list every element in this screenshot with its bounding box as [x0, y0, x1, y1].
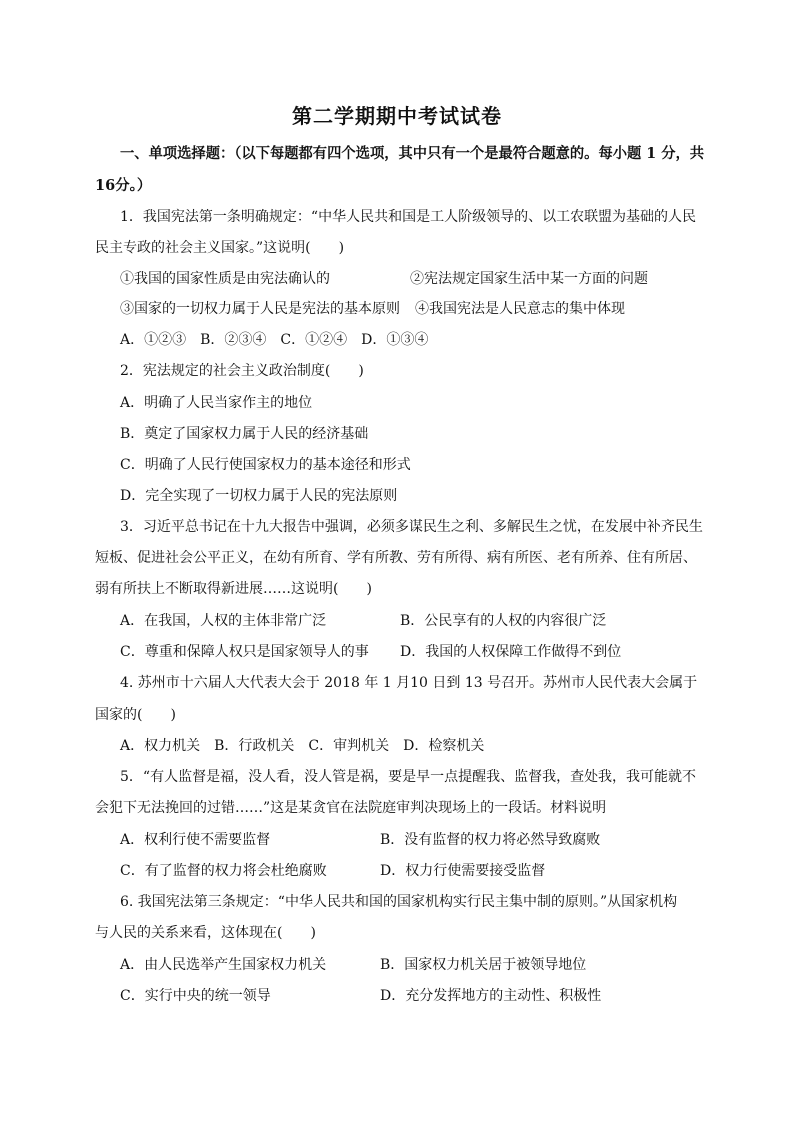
- q1-stem-line1: 1．我国宪法第一条明确规定：“中华人民共和国是工人阶级领导的、以工农联盟为基础的人民: [120, 209, 697, 225]
- q6-option-d: D．充分发挥地方的主动性、积极性: [380, 988, 602, 1004]
- q5-stem-line2: 会犯下无法挽回的过错……”这是某贪官在法院庭审判决现场上的一段话。材料说明: [95, 800, 607, 816]
- exam-title: 第二学期期中考试试卷: [292, 104, 502, 128]
- q1-item-4: ④我国宪法是人民意志的集中体现: [415, 301, 625, 317]
- q2-option-b: B．奠定了国家权力属于人民的经济基础: [120, 426, 369, 442]
- q1-options: A．①②③ B．②③④ C．①②④ D．①③④: [120, 332, 429, 348]
- q4-options: A．权力机关 B．行政机关 C．审判机关 D．检察机关: [120, 738, 485, 754]
- q3-stem-line3: 弱有所扶上不断取得新进展……这说明( ): [95, 581, 372, 597]
- q1-stem-line2: 民主专政的社会主义国家。”这说明( ): [95, 240, 345, 256]
- q3-option-a: A．在我国，人权的主体非常广泛: [120, 613, 327, 629]
- q2-stem: 2．宪法规定的社会主义政治制度( ): [120, 363, 364, 379]
- q5-stem-line1: 5．“有人监督是福，没人看，没人管是祸，要是早一点提醒我、监督我，查处我，我可能就不: [120, 769, 697, 785]
- q5-option-c: C．有了监督的权力将会杜绝腐败: [120, 863, 327, 879]
- q6-option-a: A．由人民选举产生国家权力机关: [120, 957, 327, 973]
- q3-option-c: C．尊重和保障人权只是国家领导人的事: [120, 644, 369, 660]
- q3-option-b: B．公民享有的人权的内容很广泛: [400, 613, 607, 629]
- q1-item-1: ①我国的国家性质是由宪法确认的: [120, 271, 330, 287]
- q6-stem-line1: 6. 我国宪法第三条规定：“中华人民共和国的国家机构实行民主集中制的原则。”从国家机构: [120, 894, 678, 910]
- section-heading-line2: 16分。）: [95, 177, 152, 194]
- q3-option-d: D．我国的人权保障工作做得不到位: [400, 644, 622, 660]
- q1-item-2: ②宪法规定国家生活中某一方面的问题: [410, 271, 648, 287]
- q1-item-3: ③国家的一切权力属于人民是宪法的基本原则: [120, 301, 400, 317]
- q2-option-a: A．明确了人民当家作主的地位: [120, 395, 313, 411]
- q6-option-b: B．国家权力机关居于被领导地位: [380, 957, 587, 973]
- q5-option-d: D．权力行使需要接受监督: [380, 863, 546, 879]
- q2-option-d: D．完全实现了一切权力属于人民的宪法原则: [120, 488, 398, 504]
- q2-option-c: C．明确了人民行使国家权力的基本途径和形式: [120, 457, 411, 473]
- q6-option-c: C．实行中央的统一领导: [120, 988, 271, 1004]
- q3-stem-line1: 3．习近平总书记在十九大报告中强调，必须多谋民生之利、多解民生之忧，在发展中补齐民生: [120, 519, 703, 535]
- q3-stem-line2: 短板、促进社会公平正义，在幼有所育、学有所教、劳有所得、病有所医、老有所养、住有所居、: [95, 550, 697, 566]
- q6-stem-line2: 与人民的关系来看，这体现在( ): [95, 925, 316, 941]
- q5-option-a: A．权利行使不需要监督: [120, 832, 271, 848]
- q4-stem-line1: 4. 苏州市十六届人大代表大会于 2018 年 1 月10 日到 13 号召开。苏州市人民代表大会属于: [120, 675, 698, 691]
- section-heading-line1: 一、单项选择题：（以下每题都有四个选项，其中只有一个是最符合题意的。每小题 1 分，共: [120, 145, 705, 162]
- q4-stem-line2: 国家的( ): [95, 707, 176, 723]
- q5-option-b: B．没有监督的权力将必然导致腐败: [380, 832, 601, 848]
